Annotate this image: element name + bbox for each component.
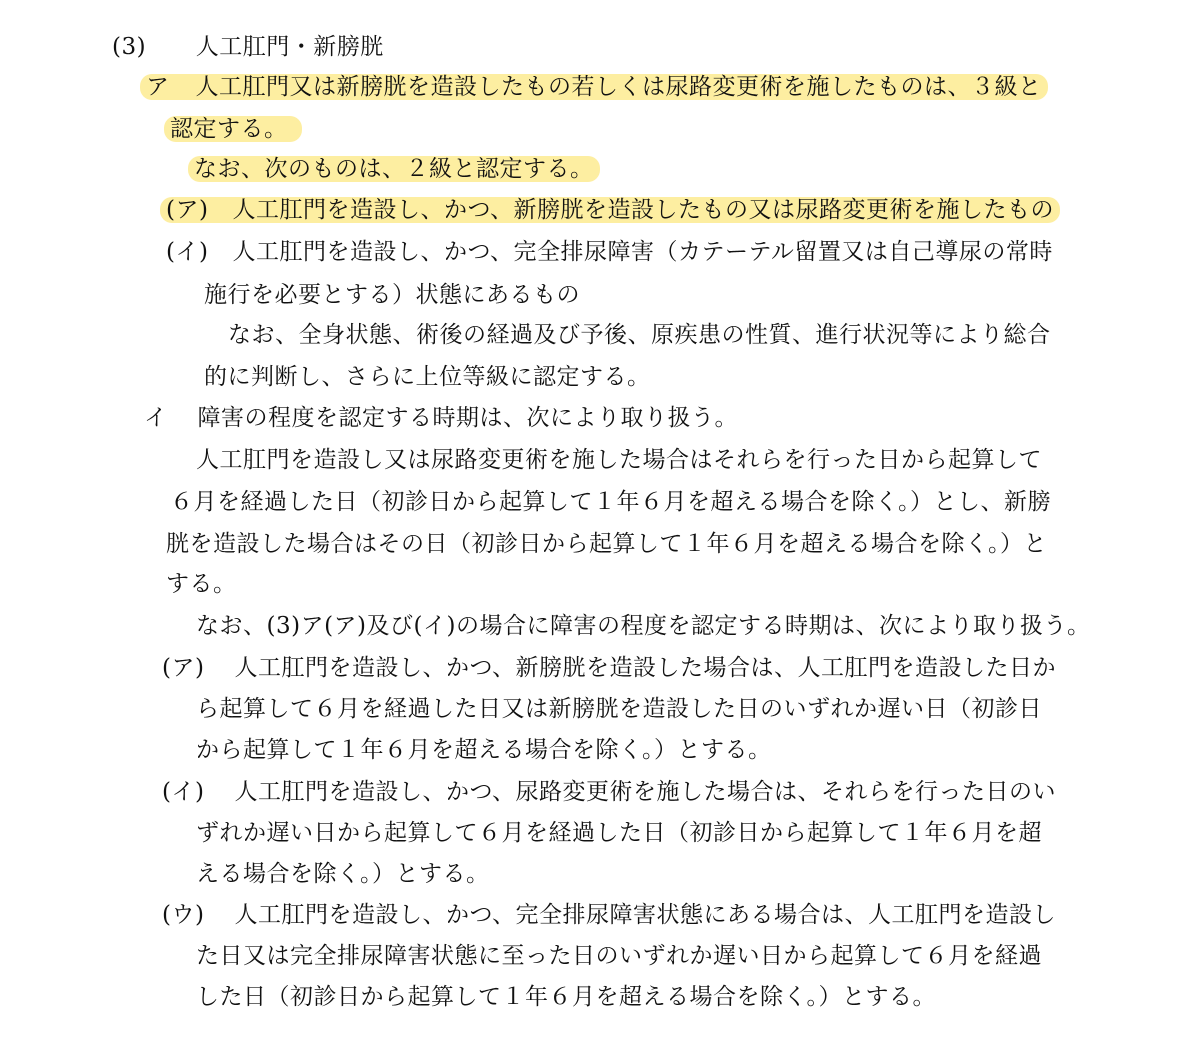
item-b-sub-1-line-3: から起算して１年６月を超える場合を除く。）とする。 xyxy=(196,737,772,763)
item-a-text: 人工肛門又は新膀胱を造設したもの若しくは尿路変更術を施したものは、３級と xyxy=(195,74,1042,100)
item-b-note: なお、(3)ア(ア)及び(イ)の場合に障害の程度を認定する時期は、次により取り扱う。 xyxy=(196,613,1091,639)
item-b-sub-2-line-3: える場合を除く。）とする。 xyxy=(196,861,490,887)
section-heading xyxy=(112,32,384,62)
item-a-line-1 xyxy=(140,72,1048,102)
item-b-sub-3-line-2: た日又は完全排尿障害状態に至った日のいずれか遅い日から起算して６月を経過 xyxy=(196,943,1042,969)
item-b-marker: イ xyxy=(144,405,168,431)
item-a-note xyxy=(188,154,600,184)
highlight xyxy=(140,74,1048,100)
item-a-sub-2-line-1: (イ) 人工肛門を造設し、かつ、完全排尿障害（カテーテル留置又は自己導尿の常時 xyxy=(166,239,1053,265)
section-number: (3) xyxy=(112,34,147,60)
item-b-sub-2-line-2: ずれか遅い日から起算して６月を経過した日（初診日から起算して１年６月を超 xyxy=(196,820,1042,846)
item-a-line-2 xyxy=(164,114,302,144)
highlight: (ア) 人工肛門を造設し、かつ、新膀胱を造設したもの又は尿路変更術を施したもの xyxy=(160,197,1060,223)
item-a-sub-1 xyxy=(160,195,1060,225)
item-b-sub-2-line-1: (イ) 人工肛門を造設し、かつ、尿路変更術を施した場合は、それらを行った日のい xyxy=(162,779,1057,805)
item-b-para-line-4: する。 xyxy=(166,571,237,597)
item-b-para-line-3: 胱を造設した場合はその日（初診日から起算して１年６月を超える場合を除く。）と xyxy=(166,531,1048,557)
item-b-title: イ 障害の程度を認定する時期は、次により取り扱う。 xyxy=(144,405,738,431)
item-b-para-line-2: ６月を経過した日（初診日から起算して１年６月を超える場合を除く。）とし、新膀 xyxy=(170,489,1052,515)
item-a-note-2-line-1: なお、全身状態、術後の経過及び予後、原疾患の性質、進行状況等により総合 xyxy=(228,322,1051,348)
item-b-sub-1-line-2: ら起算して６月を経過した日又は新膀胱を造設した日のいずれか遅い日（初診日 xyxy=(196,696,1042,722)
item-b-sub-3-line-3: した日（初診日から起算して１年６月を超える場合を除く。）とする。 xyxy=(196,984,937,1010)
item-b-para-line-1: 人工肛門を造設し又は尿路変更術を施した場合はそれらを行った日から起算して xyxy=(196,447,1042,473)
item-b-sub-3-line-1: (ウ) 人工肛門を造設し、かつ、完全排尿障害状態にある場合は、人工肛門を造設し xyxy=(162,902,1057,928)
highlight: なお、次のものは、２級と認定する。 xyxy=(188,156,600,182)
section-title: 人工肛門・新膀胱 xyxy=(195,34,384,60)
item-a-note-2-line-2: 的に判断し、さらに上位等級に認定する。 xyxy=(204,364,651,390)
item-a-marker: ア xyxy=(146,74,170,100)
item-b-sub-1-line-1: (ア) 人工肛門を造設し、かつ、新膀胱を造設した場合は、人工肛門を造設した日か xyxy=(162,655,1057,681)
highlight: 認定する。 xyxy=(164,116,302,142)
item-a-sub-2-line-2: 施行を必要とする）状態にあるもの xyxy=(204,282,580,308)
